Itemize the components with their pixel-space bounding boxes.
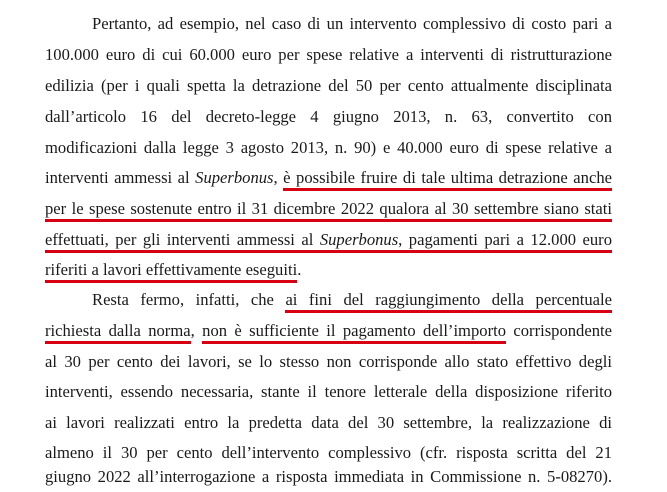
text-run: . [297, 260, 302, 279]
paragraph-1-line-5: modificazioni dalla legge 3 agosto 2013, n. 90) e 40.000 euro di spese relative a [45, 138, 612, 157]
paragraph-2-line-5: ai lavori realizzati entro la predetta data del 30 settembre, la realizzazione di [45, 413, 612, 432]
paragraph-1-line-8 [45, 230, 612, 250]
text-run: corrispondente [506, 321, 612, 340]
underlined-highlight: non è sufficiente il pagamento dell’importo [202, 321, 506, 344]
paragraph-2-line-7: giugno 2022 all’interrogazione a risposta immediata in Commissione n. 5-08270). [45, 467, 612, 486]
underlined-highlight-end: , pagamenti pari a 12.000 euro [398, 230, 612, 253]
paragraph-2-line-2 [45, 321, 612, 341]
paragraph-1-line-4: dall’articolo 16 del decreto-legge 4 giugno 2013, n. 63, convertito con [45, 107, 612, 126]
paragraph-2-line-4: interventi, essendo necessaria, stante il tenore letterale della disposizione riferito [45, 382, 612, 401]
paragraph-1-line-9 [45, 260, 612, 280]
underlined-highlight: riferiti a lavori effettivamente eseguiti [45, 260, 297, 283]
paragraph-1-line-7 [45, 199, 612, 219]
paragraph-1-line-3: edilizia (per i quali spetta la detrazione del 50 per cento attualmente disciplinata [45, 76, 612, 95]
paragraph-2-line-1 [92, 290, 612, 310]
paragraph-1-line-2: 100.000 euro di cui 60.000 euro per spese relative a interventi di ristrutturazione [45, 45, 612, 64]
text-run: , [273, 168, 284, 187]
underlined-highlight-start: effettuati, per gli interventi ammessi al [45, 230, 320, 253]
underlined-highlight: richiesta dalla norma [45, 321, 191, 344]
paragraph-2-line-3: al 30 per cento dei lavori, se lo stesso non corrisponde allo stato effettivo degli [45, 352, 612, 371]
underlined-highlight: per le spese sostenute entro il 31 dicembre 2022 qualora al 30 settembre siano stati [45, 199, 612, 222]
superbonus-term: Superbonus [195, 168, 274, 187]
paragraph-2-line-6: almeno il 30 per cento dell’intervento complessivo (cfr. risposta scritta del 21 [45, 443, 612, 462]
text-run: , [190, 321, 203, 340]
text-run: Resta fermo, infatti, che [92, 290, 286, 309]
text-run: interventi ammessi al [45, 168, 196, 187]
underlined-highlight: ai fini del raggiungimento della percentuale [285, 290, 612, 313]
paragraph-1-line-1: Pertanto, ad esempio, nel caso di un intervento complessivo di costo pari a [92, 14, 612, 33]
paragraph-1-line-6 [45, 168, 612, 188]
superbonus-term: Superbonus [320, 230, 398, 253]
underlined-highlight: è possibile fruire di tale ultima detrazione anche [283, 168, 612, 191]
